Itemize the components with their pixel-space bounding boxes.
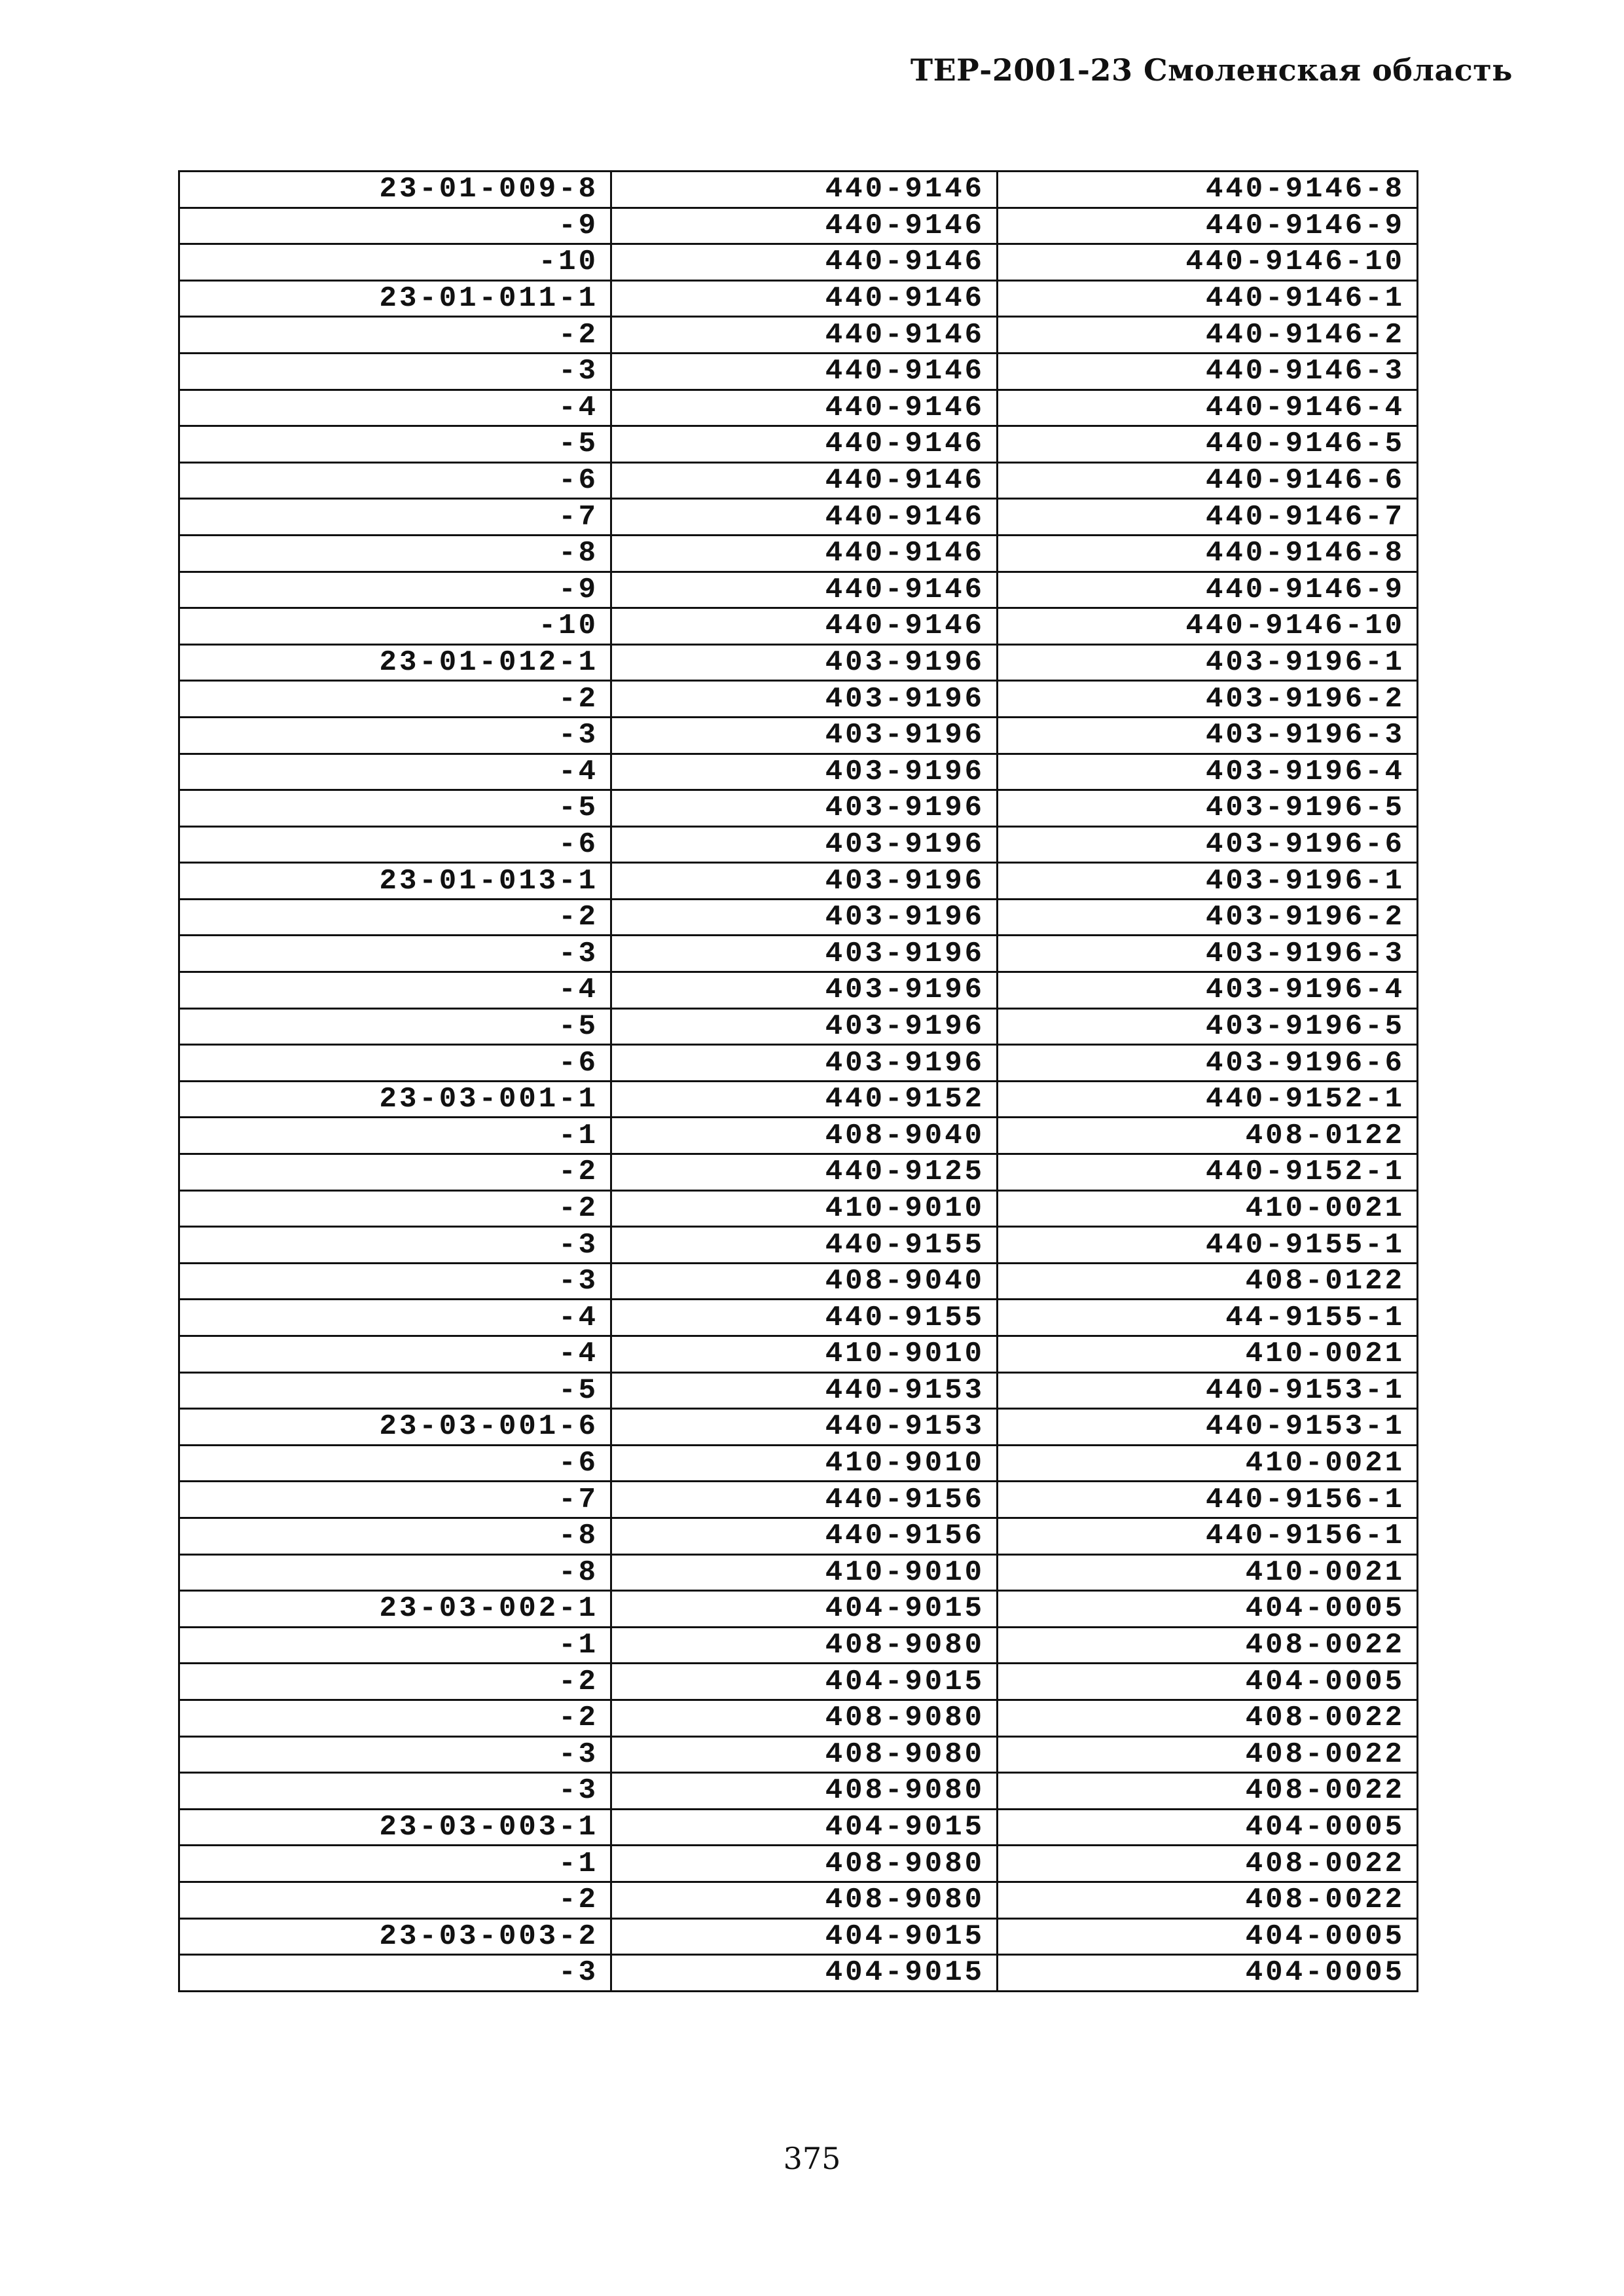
reference-cell: 403-9196 (611, 972, 998, 1009)
code-cell: -5 (179, 1372, 611, 1409)
resource-cell: 403-9196-5 (998, 1008, 1418, 1045)
table-row (179, 717, 1418, 754)
reference-cell: 440-9152 (611, 1081, 998, 1118)
table-row (179, 1445, 1418, 1482)
table-row (179, 208, 1418, 244)
table-row (179, 1263, 1418, 1300)
reference-cell: 440-9146 (611, 390, 998, 426)
code-cell: -2 (179, 681, 611, 718)
table-row (179, 1554, 1418, 1591)
reference-cell: 408-9080 (611, 1736, 998, 1773)
code-cell: -5 (179, 790, 611, 827)
code-cell: -4 (179, 390, 611, 426)
table-row (179, 1482, 1418, 1518)
reference-cell: 404-9015 (611, 1918, 998, 1955)
code-cell: -9 (179, 572, 611, 608)
reference-cell: 440-9146 (611, 608, 998, 645)
code-cell: -9 (179, 208, 611, 244)
code-cell: -8 (179, 1554, 611, 1591)
code-cell: -2 (179, 899, 611, 936)
resource-cell: 404-0005 (998, 1664, 1418, 1700)
resource-cell: 403-9196-1 (998, 644, 1418, 681)
code-cell: -1 (179, 1118, 611, 1154)
reference-cell: 440-9153 (611, 1372, 998, 1409)
resource-cell: 403-9196-4 (998, 972, 1418, 1009)
table-row (179, 1664, 1418, 1700)
reference-cell: 410-9010 (611, 1190, 998, 1227)
code-cell: -3 (179, 1773, 611, 1810)
code-cell: -4 (179, 754, 611, 790)
resource-cell: 403-9196-6 (998, 826, 1418, 863)
reference-cell: 403-9196 (611, 644, 998, 681)
table-row (179, 1627, 1418, 1664)
code-cell: -2 (179, 1882, 611, 1918)
resource-cell: 440-9146-7 (998, 499, 1418, 536)
reference-cell: 440-9146 (611, 172, 998, 208)
table-row (179, 1700, 1418, 1736)
reference-cell: 404-9015 (611, 1955, 998, 1992)
code-cell: -2 (179, 1700, 611, 1736)
resource-cell: 408-0022 (998, 1882, 1418, 1918)
code-cell: -6 (179, 1045, 611, 1082)
resource-cell: 404-0005 (998, 1955, 1418, 1992)
resource-cell: 403-9196-2 (998, 899, 1418, 936)
reference-cell: 403-9196 (611, 790, 998, 827)
reference-cell: 408-9080 (611, 1846, 998, 1882)
code-cell: -4 (179, 1336, 611, 1373)
table-row (179, 608, 1418, 645)
reference-cell: 403-9196 (611, 863, 998, 900)
table-row (179, 1008, 1418, 1045)
reference-cell: 403-9196 (611, 754, 998, 790)
code-cell: -3 (179, 353, 611, 390)
code-cell: -2 (179, 1664, 611, 1700)
table-row (179, 1190, 1418, 1227)
table-row (179, 1591, 1418, 1628)
reference-cell: 410-9010 (611, 1554, 998, 1591)
resource-cell: 440-9146-2 (998, 317, 1418, 354)
resource-cell: 44-9155-1 (998, 1300, 1418, 1336)
code-cell: -3 (179, 717, 611, 754)
reference-cell: 403-9196 (611, 1008, 998, 1045)
reference-cell: 440-9125 (611, 1154, 998, 1191)
reference-cell: 408-9080 (611, 1627, 998, 1664)
table-row (179, 1336, 1418, 1373)
resource-cell: 408-0022 (998, 1736, 1418, 1773)
code-cell: 23-01-009-8 (179, 172, 611, 208)
table-row (179, 535, 1418, 572)
table-row (179, 1154, 1418, 1191)
code-cell: -6 (179, 462, 611, 499)
table-row (179, 1955, 1418, 1992)
reference-cell: 440-9146 (611, 426, 998, 463)
code-cell: -1 (179, 1627, 611, 1664)
codes-table-body (179, 172, 1418, 1992)
code-cell: -3 (179, 936, 611, 972)
code-cell: -3 (179, 1955, 611, 1992)
table-row (179, 426, 1418, 463)
resource-cell: 404-0005 (998, 1918, 1418, 1955)
resource-cell: 440-9156-1 (998, 1482, 1418, 1518)
resource-cell: 403-9196-3 (998, 717, 1418, 754)
table-row (179, 644, 1418, 681)
table-row (179, 754, 1418, 790)
resource-cell: 440-9146-6 (998, 462, 1418, 499)
code-cell: -5 (179, 1008, 611, 1045)
resource-cell: 440-9152-1 (998, 1154, 1418, 1191)
code-cell: -3 (179, 1227, 611, 1264)
code-cell: -6 (179, 826, 611, 863)
reference-cell: 403-9196 (611, 1045, 998, 1082)
table-row (179, 790, 1418, 827)
table-row (179, 1518, 1418, 1554)
resource-cell: 408-0122 (998, 1118, 1418, 1154)
resource-cell: 403-9196-3 (998, 936, 1418, 972)
code-cell: 23-03-003-1 (179, 1809, 611, 1846)
table-row (179, 390, 1418, 426)
resource-cell: 440-9146-4 (998, 390, 1418, 426)
table-row (179, 1809, 1418, 1846)
reference-cell: 440-9146 (611, 317, 998, 354)
code-cell: -2 (179, 1190, 611, 1227)
code-cell: -2 (179, 317, 611, 354)
code-cell: -6 (179, 1445, 611, 1482)
resource-cell: 440-9146-9 (998, 208, 1418, 244)
code-cell: 23-01-013-1 (179, 863, 611, 900)
resource-cell: 440-9146-1 (998, 280, 1418, 317)
resource-cell: 403-9196-6 (998, 1045, 1418, 1082)
reference-cell: 440-9156 (611, 1518, 998, 1554)
resource-cell: 403-9196-1 (998, 863, 1418, 900)
reference-cell: 404-9015 (611, 1809, 998, 1846)
table-row (179, 172, 1418, 208)
table-row (179, 1118, 1418, 1154)
table-row (179, 899, 1418, 936)
page-header-title: ТЕР-2001-23 Смоленская область (910, 52, 1513, 88)
table-row (179, 1409, 1418, 1446)
reference-cell: 408-9040 (611, 1118, 998, 1154)
code-cell: -8 (179, 1518, 611, 1554)
table-row (179, 1045, 1418, 1082)
reference-cell: 408-9080 (611, 1700, 998, 1736)
reference-cell: 403-9196 (611, 826, 998, 863)
table-row (179, 936, 1418, 972)
reference-cell: 403-9196 (611, 936, 998, 972)
resource-cell: 408-0022 (998, 1700, 1418, 1736)
resource-cell: 404-0005 (998, 1809, 1418, 1846)
code-cell: -10 (179, 608, 611, 645)
code-cell: -10 (179, 244, 611, 281)
resource-cell: 408-0022 (998, 1773, 1418, 1810)
reference-cell: 440-9146 (611, 244, 998, 281)
resource-cell: 408-0022 (998, 1846, 1418, 1882)
code-cell: 23-03-002-1 (179, 1591, 611, 1628)
reference-cell: 440-9146 (611, 353, 998, 390)
table-row (179, 353, 1418, 390)
code-cell: 23-03-001-1 (179, 1081, 611, 1118)
resource-cell: 440-9146-10 (998, 244, 1418, 281)
code-cell: -7 (179, 1482, 611, 1518)
table-row (179, 1918, 1418, 1955)
resource-cell: 440-9146-8 (998, 172, 1418, 208)
code-cell: -4 (179, 972, 611, 1009)
table-row (179, 280, 1418, 317)
resource-cell: 440-9146-8 (998, 535, 1418, 572)
table-row (179, 1300, 1418, 1336)
code-cell: -1 (179, 1846, 611, 1882)
code-cell: -2 (179, 1154, 611, 1191)
resource-cell: 410-0021 (998, 1336, 1418, 1373)
reference-cell: 408-9080 (611, 1773, 998, 1810)
resource-cell: 440-9155-1 (998, 1227, 1418, 1264)
page-number: 375 (783, 2141, 841, 2176)
code-cell: 23-03-001-6 (179, 1409, 611, 1446)
reference-cell: 403-9196 (611, 681, 998, 718)
table-row (179, 317, 1418, 354)
reference-cell: 440-9153 (611, 1409, 998, 1446)
reference-cell: 408-9080 (611, 1882, 998, 1918)
table-row (179, 1882, 1418, 1918)
resource-cell: 440-9146-10 (998, 608, 1418, 645)
resource-cell: 404-0005 (998, 1591, 1418, 1628)
resource-cell: 403-9196-5 (998, 790, 1418, 827)
resource-cell: 440-9153-1 (998, 1409, 1418, 1446)
table-row (179, 462, 1418, 499)
resource-cell: 440-9153-1 (998, 1372, 1418, 1409)
code-cell: -7 (179, 499, 611, 536)
table-row (179, 1846, 1418, 1882)
resource-cell: 440-9146-3 (998, 353, 1418, 390)
table-row (179, 1081, 1418, 1118)
code-cell: -5 (179, 426, 611, 463)
table-row (179, 681, 1418, 718)
table-row (179, 1736, 1418, 1773)
resource-cell: 440-9146-9 (998, 572, 1418, 608)
reference-cell: 410-9010 (611, 1336, 998, 1373)
table-row (179, 972, 1418, 1009)
resource-cell: 410-0021 (998, 1554, 1418, 1591)
table-row (179, 572, 1418, 608)
code-cell: -3 (179, 1263, 611, 1300)
table-row (179, 1227, 1418, 1264)
code-cell: 23-01-011-1 (179, 280, 611, 317)
resource-cell: 440-9152-1 (998, 1081, 1418, 1118)
code-cell: -3 (179, 1736, 611, 1773)
resource-cell: 403-9196-2 (998, 681, 1418, 718)
reference-cell: 440-9156 (611, 1482, 998, 1518)
table-row (179, 244, 1418, 281)
reference-cell: 440-9146 (611, 280, 998, 317)
code-cell: -8 (179, 535, 611, 572)
resource-cell: 410-0021 (998, 1445, 1418, 1482)
reference-cell: 440-9155 (611, 1300, 998, 1336)
table-row (179, 863, 1418, 900)
resource-cell: 440-9156-1 (998, 1518, 1418, 1554)
table-row (179, 826, 1418, 863)
code-cell: 23-01-012-1 (179, 644, 611, 681)
reference-cell: 440-9146 (611, 572, 998, 608)
code-cell: 23-03-003-2 (179, 1918, 611, 1955)
resource-cell: 403-9196-4 (998, 754, 1418, 790)
resource-cell: 408-0122 (998, 1263, 1418, 1300)
resource-cell: 410-0021 (998, 1190, 1418, 1227)
reference-cell: 440-9146 (611, 208, 998, 244)
resource-cell: 408-0022 (998, 1627, 1418, 1664)
reference-cell: 404-9015 (611, 1591, 998, 1628)
table-row (179, 1773, 1418, 1810)
reference-cell: 410-9010 (611, 1445, 998, 1482)
reference-cell: 440-9155 (611, 1227, 998, 1264)
reference-cell: 440-9146 (611, 462, 998, 499)
table-row (179, 1372, 1418, 1409)
reference-cell: 440-9146 (611, 535, 998, 572)
resource-cell: 440-9146-5 (998, 426, 1418, 463)
reference-cell: 440-9146 (611, 499, 998, 536)
reference-cell: 408-9040 (611, 1263, 998, 1300)
codes-table (178, 170, 1418, 1992)
reference-cell: 403-9196 (611, 717, 998, 754)
reference-cell: 404-9015 (611, 1664, 998, 1700)
table-row (179, 499, 1418, 536)
reference-cell: 403-9196 (611, 899, 998, 936)
code-cell: -4 (179, 1300, 611, 1336)
